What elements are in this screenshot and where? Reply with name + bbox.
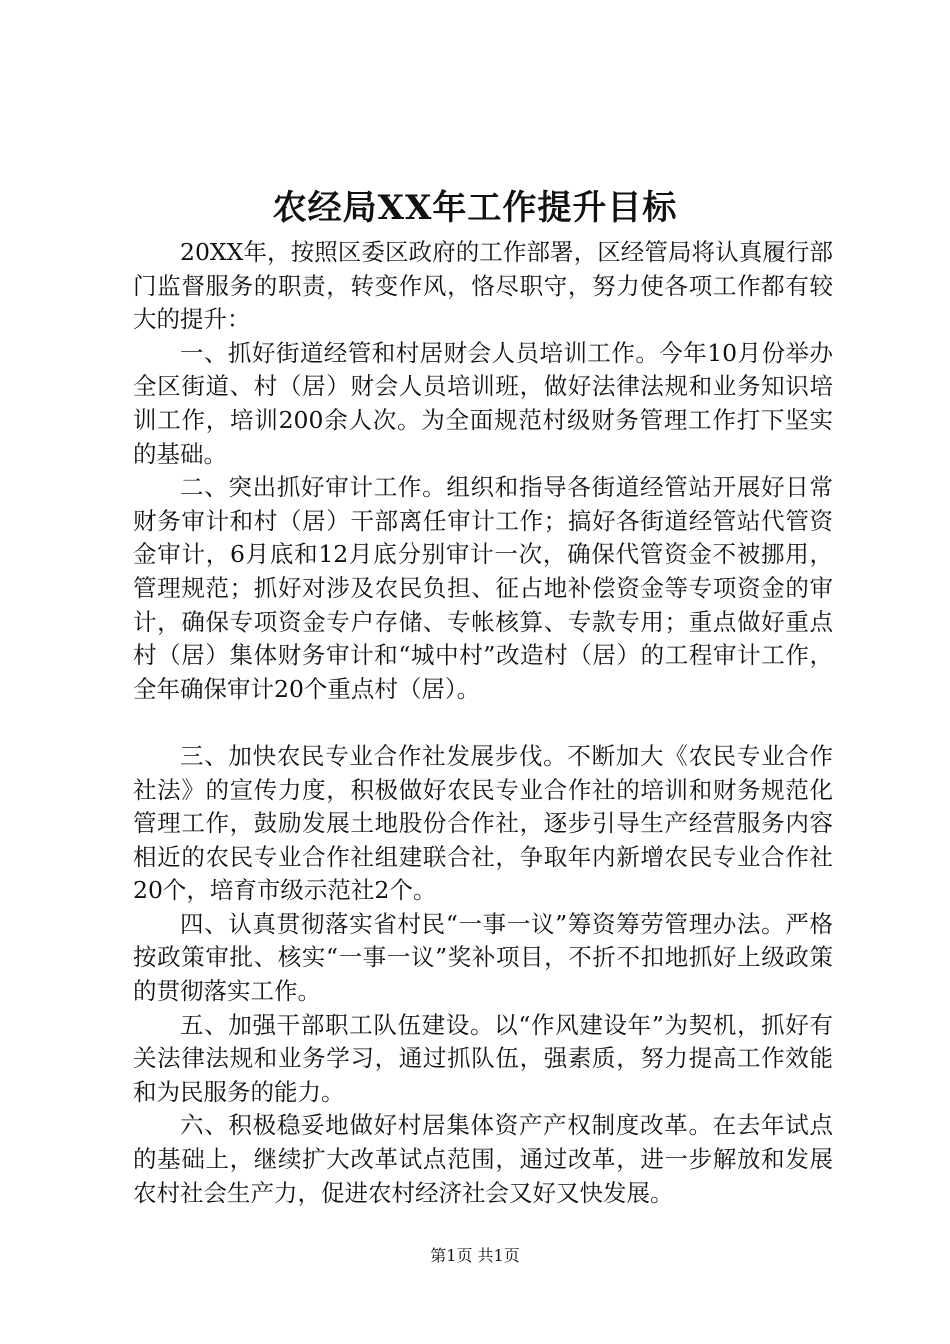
paragraph-intro: 20XX年，按照区委区政府的工作部署，区经管局将认真履行部门监督服务的职责，转变作风，恪尽职守，努力使各项工作都有较大的提升： [133, 238, 833, 334]
paragraph-item-2: 二、突出抓好审计工作。组织和指导各街道经管站开展好日常财务审计和村（居）干部离任审计工作；搞好各街道经管站代管资金审计，6月底和12月底分别审计一次，确保代管资金不被挪用，管理规范；抓好对涉及农民负担、征占地补偿资金等专项资金的审计，确保专项资金专户存储、专帐核算、专款专用；重点做好重点村（居）集体财务审计和“城中村”改造村（居）的工程审计工作，全年确保审计20个重点村（居）。 [133, 473, 833, 703]
document-title: 农经局XX年工作提升目标 [272, 188, 678, 228]
document-body [133, 236, 833, 1210]
page-footer: 第1页 共1页 [430, 1246, 520, 1265]
paragraph-item-1: 一、抓好街道经管和村居财会人员培训工作。今年10月份举办全区街道、村（居）财会人员培训班，做好法律法规和业务知识培训工作，培训200余人次。为全面规范村级财务管理工作打下坚实的基础。 [133, 338, 833, 468]
paragraph-item-5: 五、加强干部职工队伍建设。以“作风建设年”为契机，抓好有关法律法规和业务学习，通过抓队伍，强素质，努力提高工作效能和为民服务的能力。 [133, 1010, 833, 1106]
paragraph-item-3: 三、加快农民专业合作社发展步伐。不断加大《农民专业合作社法》的宣传力度，积极做好农民专业合作社的培训和财务规范化管理工作，鼓励发展土地股份合作社，逐步引导生产经营服务内容相近的农民专业合作社组建联合社，争取年内新增农民专业合作社20个，培育市级示范社2个。 [133, 741, 833, 905]
paragraph-item-6: 六、积极稳妥地做好村居集体资产产权制度改革。在去年试点的基础上，继续扩大改革试点范围，通过改革，进一步解放和发展农村社会生产力，促进农村经济社会又好又快发展。 [133, 1111, 833, 1207]
paragraph-item-4: 四、认真贯彻落实省村民“一事一议”筹资筹劳管理办法。严格按政策审批、核实“一事一议”奖补项目，不折不扣地抓好上级政策的贯彻落实工作。 [133, 909, 833, 1006]
